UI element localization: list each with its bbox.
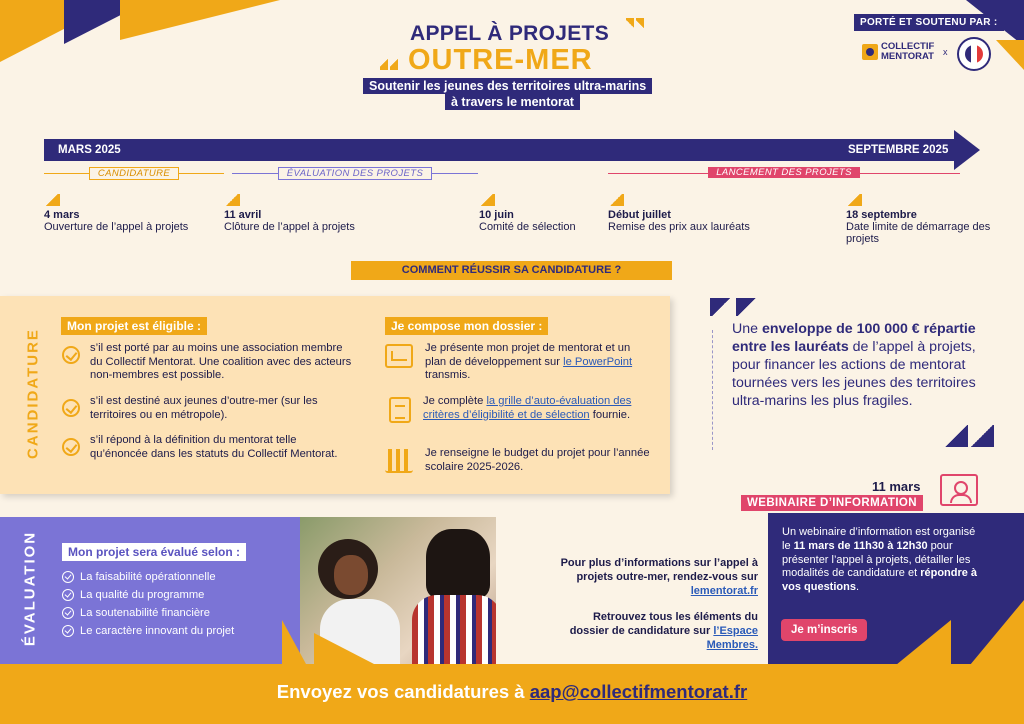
check-circle-icon bbox=[62, 571, 74, 583]
sponsor-label: PORTÉ ET SOUTENU PAR : bbox=[854, 14, 1004, 31]
check-icon bbox=[62, 399, 80, 417]
evaluation-item: Le caractère innovant du projet bbox=[62, 625, 234, 637]
milestone: 18 septembre Date limite de démarrage des projets bbox=[846, 194, 1006, 245]
powerpoint-link[interactable]: le PowerPoint bbox=[563, 355, 633, 368]
subtitle: à travers le mentorat bbox=[445, 94, 580, 110]
subtitle: Soutenir les jeunes des territoires ultra-marins bbox=[363, 78, 652, 94]
collectif-mentorat-logo bbox=[862, 42, 934, 62]
decorative-tick-icon bbox=[626, 18, 646, 30]
page-title: APPEL À PROJETS bbox=[410, 22, 609, 45]
phase-candidature: CANDIDATURE bbox=[44, 167, 224, 180]
corner-shape bbox=[282, 620, 306, 664]
webinaire-label: WEBINAIRE D’INFORMATION bbox=[741, 495, 923, 511]
check-circle-icon bbox=[62, 607, 74, 619]
quote-open-icon bbox=[710, 298, 762, 316]
bar-chart-icon bbox=[385, 449, 413, 473]
milestone: 11 avril Clôture de l’appel à projets bbox=[224, 194, 355, 233]
republique-logo-icon bbox=[957, 37, 991, 71]
eligibility-item: s’il répond à la définition du mentorat telle qu’énoncée dans les statuts du Collectif Mentorat. bbox=[62, 434, 352, 461]
lementorat-link[interactable]: lementorat.fr bbox=[690, 584, 758, 597]
footer-text: Envoyez vos candidatures à aap@collectifmentorat.fr bbox=[276, 681, 748, 702]
corner-shape bbox=[896, 620, 951, 665]
arrow-head-icon bbox=[954, 130, 980, 170]
check-icon bbox=[62, 438, 80, 456]
logo-text: MENTORAT bbox=[881, 51, 934, 62]
presentation-icon bbox=[385, 344, 413, 368]
check-circle-icon bbox=[62, 625, 74, 637]
info-text: Retrouvez tous les éléments du dossier de candidature sur l’Espace Membres. bbox=[569, 611, 758, 651]
timeline-end: SEPTEMBRE 2025 bbox=[848, 144, 949, 156]
grille-link[interactable]: la grille d’auto-évaluation des critères d’éligibilité et de sélection bbox=[423, 395, 632, 421]
dossier-item: Je complète la grille d’auto-évaluation des critères d’éligibilité et de sélection fournie. bbox=[385, 395, 650, 423]
info-text: Pour plus d’informations sur l’appel à projets outre-mer, rendez-vous sur lementorat.fr bbox=[560, 557, 758, 597]
milestone-flag-icon bbox=[479, 194, 495, 206]
inscription-button[interactable]: Je m’inscris bbox=[781, 619, 867, 641]
eligibility-item: s’il est destiné aux jeunes d’outre-mer (sur les territoires ou en métropole). bbox=[62, 395, 352, 422]
webinaire-date: 11 mars bbox=[872, 479, 921, 494]
milestone-flag-icon bbox=[44, 194, 60, 206]
phase-lancement: LANCEMENT DES PROJETS bbox=[608, 167, 960, 178]
corner-shape bbox=[314, 633, 374, 664]
corner-shape bbox=[996, 40, 1024, 70]
evaluation-item: La faisabilité opérationnelle bbox=[62, 571, 216, 583]
corner-shape bbox=[970, 600, 1024, 665]
page-title-highlight: OUTRE-MER bbox=[408, 44, 593, 76]
evaluation-item: La soutenabilité financière bbox=[62, 607, 210, 619]
clipboard-icon bbox=[389, 397, 411, 423]
evaluation-label: ÉVALUATION bbox=[21, 530, 39, 647]
milestone-flag-icon bbox=[846, 194, 862, 206]
quote-close-icon bbox=[944, 425, 996, 447]
check-icon bbox=[62, 346, 80, 364]
envelope-text: Une enveloppe de 100 000 € répartie entre les lauréats de l’appel à projets, pour financer les actions de mentorat tournées vers les jeunes des territoires ultra-marins les plus fragiles. bbox=[732, 321, 976, 409]
dossier-title: Je compose mon dossier : bbox=[385, 317, 548, 335]
espace-membres-link[interactable]: l’Espace Membres. bbox=[706, 624, 758, 651]
webinar-screen-icon bbox=[940, 474, 978, 506]
logo-text: COLLECTIF bbox=[881, 41, 935, 52]
timeline-arrow bbox=[44, 139, 956, 161]
logo-separator: x bbox=[943, 47, 948, 57]
candidature-label: CANDIDATURE bbox=[24, 328, 42, 459]
milestone: 4 mars Ouverture de l’appel à projets bbox=[44, 194, 188, 233]
eligibility-item: s’il est porté par au moins une association membre du Collectif Mentorat. Une coalition avec des acteurs non-membres est possible. bbox=[62, 342, 352, 383]
webinaire-text: Un webinaire d’information est organisé le 11 mars de 11h30 à 12h30 pour présenter l’appel à projets, détailler les modalités de candidature et répondre à vos questions. bbox=[782, 526, 978, 594]
eligible-title: Mon projet est éligible : bbox=[61, 317, 207, 335]
milestone-flag-icon bbox=[224, 194, 240, 206]
dossier-item: Je présente mon projet de mentorat et un plan de développement sur le PowerPoint transmis. bbox=[385, 342, 650, 383]
corner-shape bbox=[120, 0, 280, 40]
phase-evaluation: ÉVALUATION DES PROJETS bbox=[232, 167, 478, 180]
milestone-flag-icon bbox=[608, 194, 624, 206]
check-circle-icon bbox=[62, 589, 74, 601]
mentorat-logo-icon bbox=[862, 44, 878, 60]
divider bbox=[712, 330, 713, 450]
evaluation-item: La qualité du programme bbox=[62, 589, 204, 601]
timeline-start: MARS 2025 bbox=[58, 144, 121, 156]
milestone: 10 juin Comité de sélection bbox=[479, 194, 576, 233]
dossier-item: Je renseigne le budget du projet pour l’année scolaire 2025-2026. bbox=[385, 447, 650, 474]
email-link[interactable]: aap@collectifmentorat.fr bbox=[529, 681, 748, 702]
section-heading: COMMENT RÉUSSIR SA CANDIDATURE ? bbox=[351, 261, 672, 280]
decorative-tick-icon bbox=[380, 56, 398, 70]
evaluation-title: Mon projet sera évalué selon : bbox=[62, 543, 246, 561]
milestone: Début juillet Remise des prix aux lauréats bbox=[608, 194, 750, 233]
